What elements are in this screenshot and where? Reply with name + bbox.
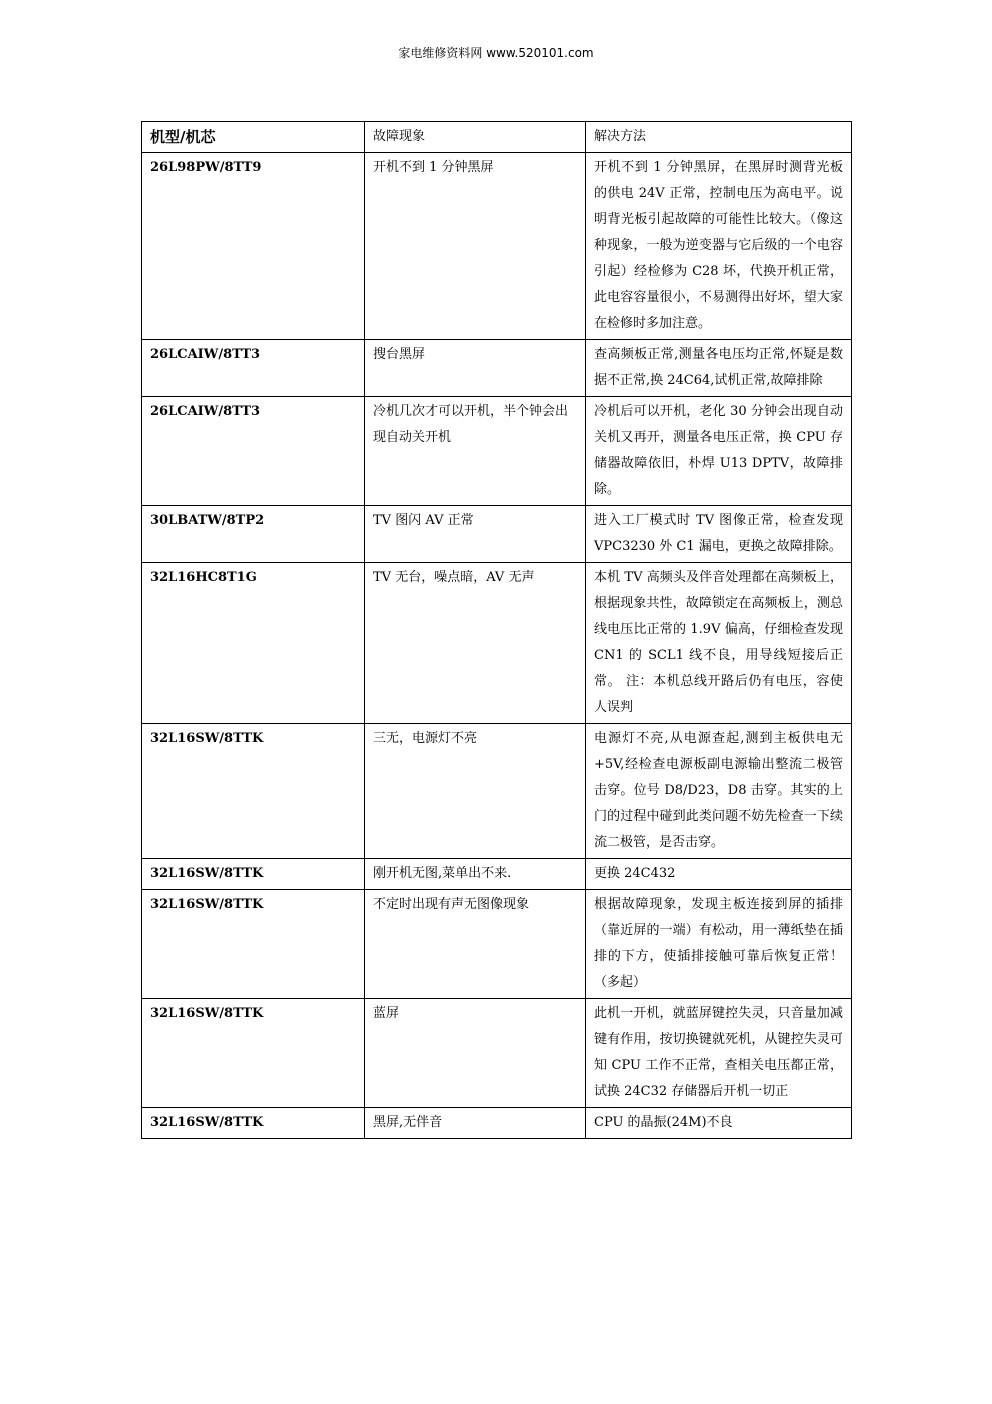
table-row (142, 859, 852, 890)
cell-model: 30LBATW/8TP2 (142, 506, 365, 563)
cell-fault: 不定时出现有声无图像现象 (365, 890, 586, 999)
cell-solution: 根据故障现象，发现主板连接到屏的插排（靠近屏的一端）有松动，用一薄纸垫在插排的下方，使插排接触可靠后恢复正常！（多起） (586, 890, 852, 999)
cell-model: 32L16HC8T1G (142, 563, 365, 724)
column-header-model: 机型/机芯 (142, 122, 365, 153)
cell-fault: 搜台黑屏 (365, 340, 586, 397)
cell-fault: 开机不到 1 分钟黑屏 (365, 153, 586, 340)
cell-fault: TV 无台，噪点暗，AV 无声 (365, 563, 586, 724)
cell-solution: 开机不到 1 分钟黑屏，在黑屏时测背光板的供电 24V 正常，控制电压为高电平。说明背光板引起故障的可能性比较大。（像这种现象，一般为逆变器与它后级的一个电容引起）经检修为 C28 坏，代换开机正常，此电容容量很小，不易测得出好坏，望大家在检修时多加注意。 (586, 153, 852, 340)
cell-solution: 进入工厂模式时 TV 图像正常，检查发现 VPC3230 外 C1 漏电，更换之故障排除。 (586, 506, 852, 563)
cell-model: 26LCAIW/8TT3 (142, 397, 365, 506)
table-row (142, 563, 852, 724)
table-row (142, 153, 852, 340)
cell-model: 32L16SW/8TTK (142, 1108, 365, 1139)
cell-fault: 冷机几次才可以开机，半个钟会出现自动关开机 (365, 397, 586, 506)
page-header: 家电维修资料网 www.520101.com (398, 46, 594, 60)
cell-solution: 查高频板正常,测量各电压均正常,怀疑是数据不正常,换 24C64,试机正常,故障排除 (586, 340, 852, 397)
cell-model: 32L16SW/8TTK (142, 724, 365, 859)
table-header-row (142, 122, 852, 153)
table-row (142, 340, 852, 397)
cell-model: 32L16SW/8TTK (142, 859, 365, 890)
table-row (142, 999, 852, 1108)
cell-solution: 此机一开机，就蓝屏键控失灵，只音量加减键有作用，按切换键就死机，从键控失灵可知 CPU 工作不正常，查相关电压都正常，试换 24C32 存储器后开机一切正 (586, 999, 852, 1108)
cell-solution: 更换 24C432 (586, 859, 852, 890)
cell-model: 26LCAIW/8TT3 (142, 340, 365, 397)
table-row (142, 890, 852, 999)
cell-model: 26L98PW/8TT9 (142, 153, 365, 340)
cell-model: 32L16SW/8TTK (142, 890, 365, 999)
cell-model: 32L16SW/8TTK (142, 999, 365, 1108)
cell-fault: TV 图闪 AV 正常 (365, 506, 586, 563)
cell-solution: 电源灯不亮,从电源查起,测到主板供电无+5V,经检查电源板副电源输出整流二极管击穿。位号 D8/D23，D8 击穿。其实的上门的过程中碰到此类问题不妨先检查一下续流二极管，是否击穿。 (586, 724, 852, 859)
cell-fault: 黑屏,无伴音 (365, 1108, 586, 1139)
cell-solution: 冷机后可以开机，老化 30 分钟会出现自动关机又再开，测量各电压正常，换 CPU 存储器故障依旧，朴焊 U13 DPTV，故障排除。 (586, 397, 852, 506)
cell-fault: 蓝屏 (365, 999, 586, 1108)
column-header-fault: 故障现象 (365, 122, 586, 153)
cell-fault: 刚开机无图,菜单出不来. (365, 859, 586, 890)
table-row (142, 1108, 852, 1139)
cell-fault: 三无，电源灯不亮 (365, 724, 586, 859)
table-row (142, 397, 852, 506)
repair-table (141, 121, 852, 1139)
table-row (142, 724, 852, 859)
cell-solution: 本机 TV 高频头及伴音处理都在高频板上，根据现象共性，故障锁定在高频板上，测总线电压比正常的 1.9V 偏高，仔细检查发现 CN1 的 SCL1 线不良，用导线短接后正常。 注：本机总线开路后仍有电压，容使人误判 (586, 563, 852, 724)
cell-solution: CPU 的晶振(24M)不良 (586, 1108, 852, 1139)
column-header-solution: 解决方法 (586, 122, 852, 153)
table-row (142, 506, 852, 563)
